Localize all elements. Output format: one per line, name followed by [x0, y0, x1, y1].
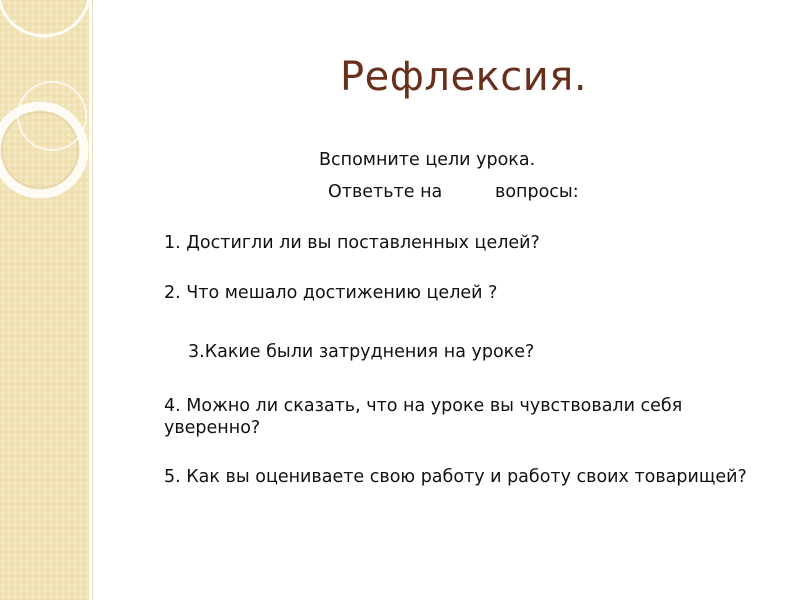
question-3: 3.Какие были затруднения на уроке? — [188, 342, 535, 362]
question-4: 4. Можно ли сказать, что на уроке вы чувствовали себя уверенно? — [164, 396, 683, 438]
decorative-circles-icon — [0, 0, 92, 260]
intro-line-2-part1: Ответьте на — [328, 182, 443, 202]
question-2: 2. Что мешало достижению целей ? — [164, 283, 498, 303]
question-1: 1. Достигли ли вы поставленных целей? — [164, 233, 540, 253]
intro-line-1: Вспомните цели урока. — [319, 150, 536, 170]
intro-line-2-part2: вопросы: — [495, 182, 579, 202]
side-panel-divider-line — [92, 0, 93, 600]
slide-title: Рефлексия. — [340, 54, 588, 100]
question-5: 5. Как вы оцениваете свою работу и работу своих товарищей? — [164, 467, 747, 487]
